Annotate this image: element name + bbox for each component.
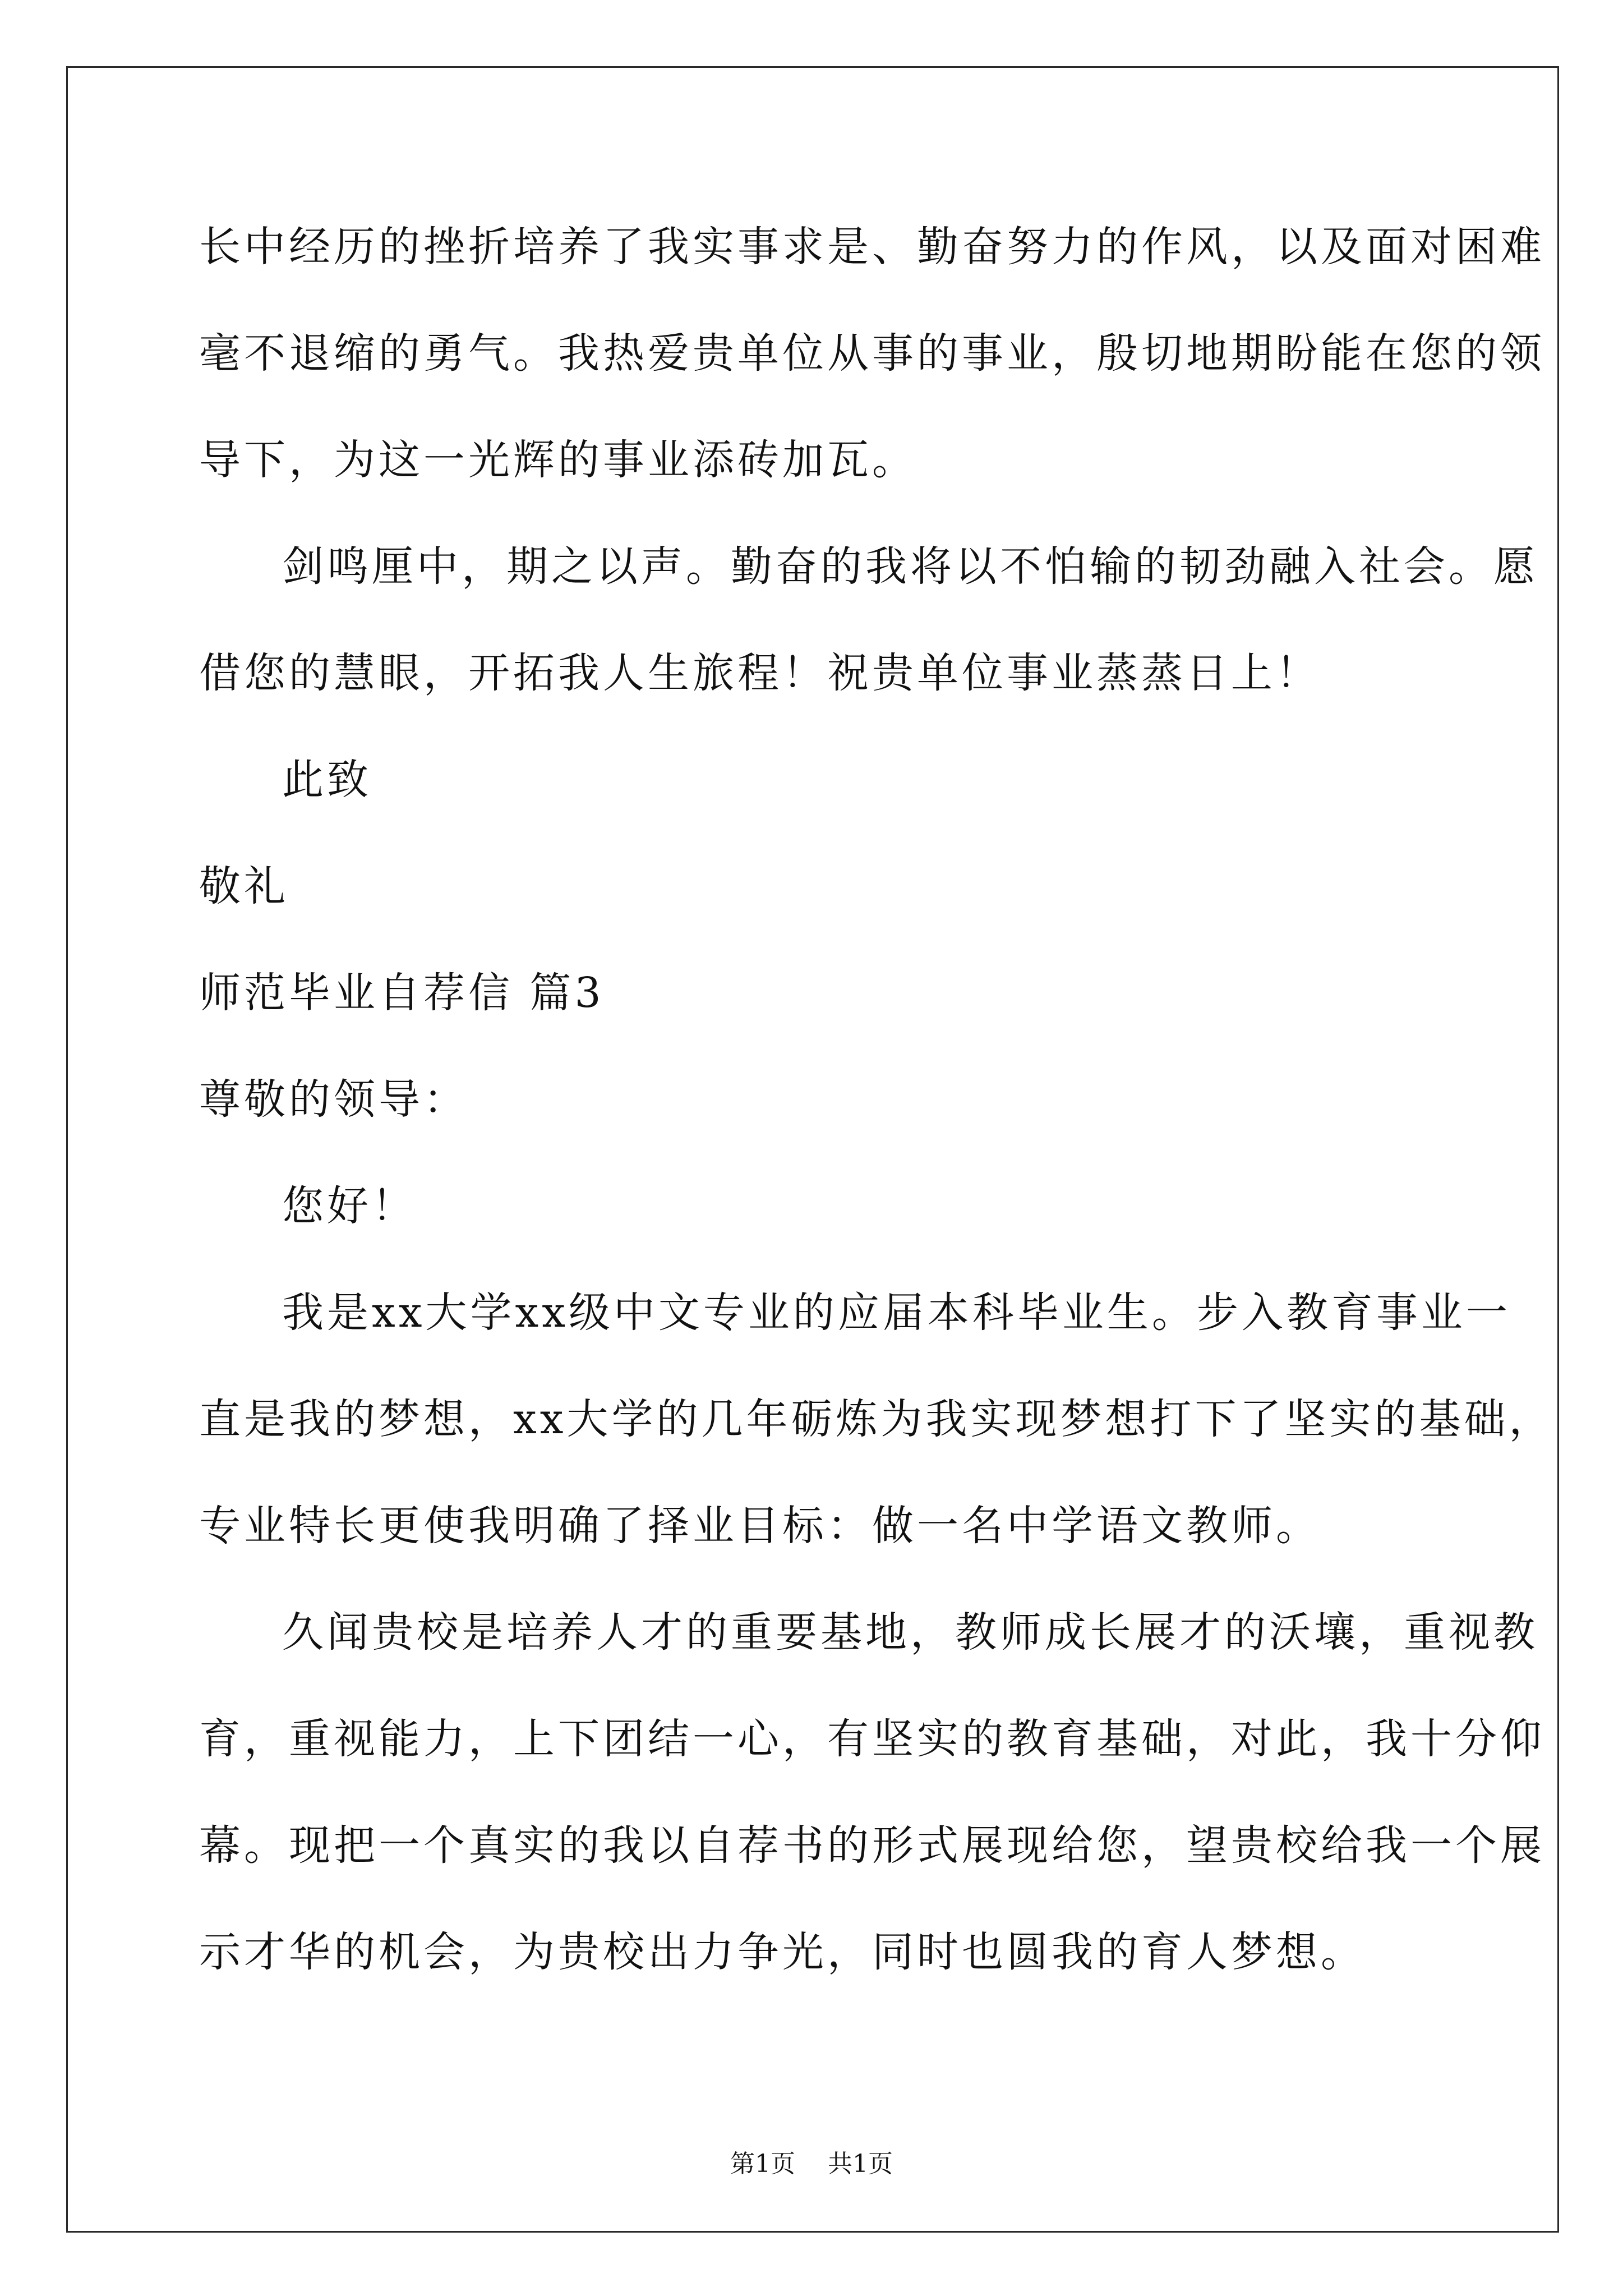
body-line: 导下，为这一光辉的事业添砖加瓦。: [199, 436, 917, 484]
section-heading: 师范毕业自荐信 篇3: [199, 969, 605, 1017]
greeting-line: 尊敬的领导：: [199, 1075, 468, 1124]
body-line: 借您的慧眼，开拓我人生旅程！祝贵单位事业蒸蒸日上！: [199, 649, 1321, 697]
page-border: [66, 66, 1559, 2233]
body-line: 专业特长更使我明确了择业目标：做一名中学语文教师。: [199, 1502, 1321, 1550]
page-number: 第1页: [730, 2150, 795, 2178]
body-line: 直是我的梦想，xx大学的几年砺炼为我实现梦想打下了坚实的基础，: [199, 1395, 1554, 1443]
closing-line: 此致: [282, 756, 372, 804]
body-line: 毫不退缩的勇气。我热爱贵单位从事的事业，殷切地期盼能在您的领: [199, 329, 1545, 378]
body-line: 幕。现把一个真实的我以自荐书的形式展现给您，望贵校给我一个展: [199, 1821, 1545, 1870]
body-line: 育，重视能力，上下团结一心，有坚实的教育基础，对此，我十分仰: [199, 1715, 1545, 1763]
body-line: 示才华的机会，为贵校出力争光，同时也圆我的育人梦想。: [199, 1928, 1366, 1976]
body-line: 剑鸣厘中，期之以声。勤奋的我将以不怕输的韧劲融入社会。愿: [282, 542, 1538, 591]
body-line: 长中经历的挫折培养了我实事求是、勤奋努力的作风，以及面对困难: [199, 223, 1545, 271]
body-line: 久闻贵校是培养人才的重要基地，教师成长展才的沃壤，重视教: [282, 1608, 1538, 1657]
page-footer: [0, 2147, 1623, 2181]
page-total: 共1页: [828, 2150, 893, 2178]
body-line: 我是xx大学xx级中文专业的应届本科毕业生。步入教育事业一: [282, 1289, 1511, 1337]
greeting-line: 您好！: [282, 1182, 417, 1230]
salutation-line: 敬礼: [199, 862, 289, 910]
